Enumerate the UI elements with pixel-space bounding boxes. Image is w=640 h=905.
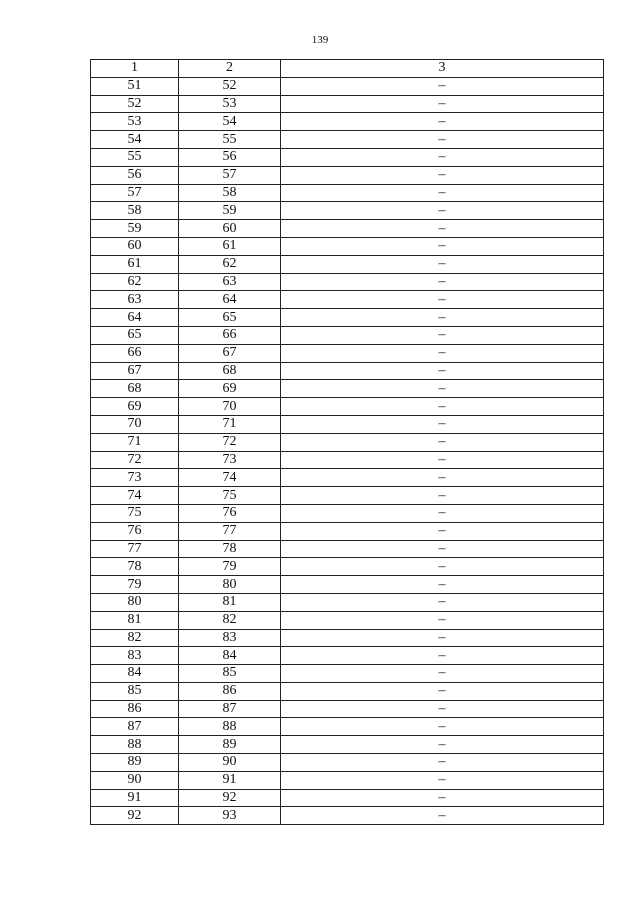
table-cell-col-2: 80 — [179, 576, 281, 594]
table-cell-col-3: – — [281, 95, 604, 113]
table-cell-col-1: 83 — [91, 647, 179, 665]
table-row — [91, 344, 604, 362]
table-cell-col-3: – — [281, 789, 604, 807]
table-cell-col-1: 51 — [91, 77, 179, 95]
table-cell-col-3: – — [281, 771, 604, 789]
table-cell-col-3: – — [281, 576, 604, 594]
table-row — [91, 754, 604, 772]
table-cell-col-1: 76 — [91, 522, 179, 540]
table-cell-col-1: 90 — [91, 771, 179, 789]
table-row — [91, 647, 604, 665]
table-row — [91, 665, 604, 683]
header-cell-3: 3 — [281, 60, 604, 78]
table-cell-col-2: 55 — [179, 131, 281, 149]
table-row — [91, 736, 604, 754]
table-row — [91, 451, 604, 469]
table-cell-col-1: 69 — [91, 398, 179, 416]
table-cell-col-1: 87 — [91, 718, 179, 736]
table-row — [91, 309, 604, 327]
table-cell-col-1: 91 — [91, 789, 179, 807]
table-cell-col-2: 92 — [179, 789, 281, 807]
table-row — [91, 237, 604, 255]
table-cell-col-2: 54 — [179, 113, 281, 131]
table-cell-col-3: – — [281, 807, 604, 825]
table-cell-col-3: – — [281, 469, 604, 487]
table-cell-col-1: 85 — [91, 682, 179, 700]
table-cell-col-3: – — [281, 237, 604, 255]
table-cell-col-1: 75 — [91, 504, 179, 522]
table-cell-col-2: 66 — [179, 326, 281, 344]
table-cell-col-1: 55 — [91, 148, 179, 166]
table-cell-col-2: 53 — [179, 95, 281, 113]
table-cell-col-3: – — [281, 220, 604, 238]
table-cell-col-1: 84 — [91, 665, 179, 683]
table-row — [91, 558, 604, 576]
table-cell-col-2: 58 — [179, 184, 281, 202]
table-cell-col-1: 68 — [91, 380, 179, 398]
table-cell-col-2: 59 — [179, 202, 281, 220]
table-row — [91, 682, 604, 700]
table-cell-col-2: 72 — [179, 433, 281, 451]
table-cell-col-3: – — [281, 700, 604, 718]
table-cell-col-3: – — [281, 291, 604, 309]
table-row — [91, 593, 604, 611]
table-cell-col-2: 82 — [179, 611, 281, 629]
table-cell-col-3: – — [281, 451, 604, 469]
table-cell-col-1: 72 — [91, 451, 179, 469]
table-cell-col-2: 64 — [179, 291, 281, 309]
table-cell-col-3: – — [281, 647, 604, 665]
table-row — [91, 184, 604, 202]
table-row — [91, 380, 604, 398]
table-cell-col-1: 67 — [91, 362, 179, 380]
table-row — [91, 629, 604, 647]
table-row — [91, 611, 604, 629]
table-row — [91, 166, 604, 184]
table-row — [91, 771, 604, 789]
table-row — [91, 700, 604, 718]
table-row — [91, 718, 604, 736]
table-cell-col-1: 63 — [91, 291, 179, 309]
table-row — [91, 362, 604, 380]
table-cell-col-3: – — [281, 558, 604, 576]
table-row — [91, 504, 604, 522]
table-cell-col-1: 73 — [91, 469, 179, 487]
table-cell-col-3: – — [281, 131, 604, 149]
table-cell-col-2: 78 — [179, 540, 281, 558]
table-cell-col-1: 80 — [91, 593, 179, 611]
table-row — [91, 95, 604, 113]
table-cell-col-2: 57 — [179, 166, 281, 184]
table-row — [91, 522, 604, 540]
table-cell-col-1: 89 — [91, 754, 179, 772]
table-cell-col-2: 76 — [179, 504, 281, 522]
table-cell-col-2: 90 — [179, 754, 281, 772]
table-row — [91, 576, 604, 594]
table-row — [91, 415, 604, 433]
table-cell-col-2: 89 — [179, 736, 281, 754]
table-cell-col-2: 56 — [179, 148, 281, 166]
table-row — [91, 77, 604, 95]
table-row — [91, 255, 604, 273]
table-cell-col-3: – — [281, 202, 604, 220]
table-row — [91, 469, 604, 487]
table-cell-col-3: – — [281, 736, 604, 754]
table-cell-col-2: 61 — [179, 237, 281, 255]
table-row — [91, 291, 604, 309]
table-cell-col-3: – — [281, 504, 604, 522]
table-cell-col-1: 54 — [91, 131, 179, 149]
table-cell-col-1: 61 — [91, 255, 179, 273]
table-cell-col-2: 81 — [179, 593, 281, 611]
table-cell-col-3: – — [281, 273, 604, 291]
table-cell-col-1: 79 — [91, 576, 179, 594]
table-body — [91, 77, 604, 824]
table-cell-col-3: – — [281, 398, 604, 416]
table-header — [91, 60, 604, 78]
table-cell-col-1: 58 — [91, 202, 179, 220]
table-cell-col-1: 59 — [91, 220, 179, 238]
table-cell-col-2: 83 — [179, 629, 281, 647]
table-cell-col-1: 74 — [91, 487, 179, 505]
table-cell-col-1: 88 — [91, 736, 179, 754]
table-cell-col-2: 85 — [179, 665, 281, 683]
table-cell-col-3: – — [281, 309, 604, 327]
table-cell-col-2: 62 — [179, 255, 281, 273]
table-cell-col-3: – — [281, 415, 604, 433]
table-cell-col-3: – — [281, 344, 604, 362]
table-cell-col-1: 70 — [91, 415, 179, 433]
table-cell-col-1: 92 — [91, 807, 179, 825]
table-cell-col-2: 73 — [179, 451, 281, 469]
table-cell-col-3: – — [281, 113, 604, 131]
table-cell-col-3: – — [281, 380, 604, 398]
table-cell-col-3: – — [281, 522, 604, 540]
table-cell-col-1: 52 — [91, 95, 179, 113]
header-cell-2: 2 — [179, 60, 281, 78]
table-cell-col-1: 81 — [91, 611, 179, 629]
table-cell-col-2: 60 — [179, 220, 281, 238]
table-cell-col-2: 87 — [179, 700, 281, 718]
table-cell-col-1: 60 — [91, 237, 179, 255]
table-cell-col-3: – — [281, 540, 604, 558]
table-cell-col-3: – — [281, 754, 604, 772]
table-row — [91, 789, 604, 807]
table-row — [91, 131, 604, 149]
table-cell-col-3: – — [281, 184, 604, 202]
table-cell-col-1: 71 — [91, 433, 179, 451]
table-cell-col-1: 86 — [91, 700, 179, 718]
table-row — [91, 202, 604, 220]
table-row — [91, 220, 604, 238]
table-cell-col-2: 93 — [179, 807, 281, 825]
table-cell-col-3: – — [281, 629, 604, 647]
table-cell-col-1: 62 — [91, 273, 179, 291]
table-cell-col-3: – — [281, 593, 604, 611]
table-cell-col-3: – — [281, 682, 604, 700]
header-row — [91, 60, 604, 78]
table-row — [91, 540, 604, 558]
table-row — [91, 326, 604, 344]
table-row — [91, 487, 604, 505]
table-cell-col-3: – — [281, 148, 604, 166]
table-cell-col-2: 65 — [179, 309, 281, 327]
table-row — [91, 398, 604, 416]
table-cell-col-2: 52 — [179, 77, 281, 95]
table-cell-col-3: – — [281, 611, 604, 629]
table-cell-col-1: 57 — [91, 184, 179, 202]
table-cell-col-3: – — [281, 326, 604, 344]
table-cell-col-2: 88 — [179, 718, 281, 736]
table-cell-col-2: 86 — [179, 682, 281, 700]
data-table — [90, 59, 604, 825]
table-cell-col-2: 67 — [179, 344, 281, 362]
table-cell-col-1: 53 — [91, 113, 179, 131]
table-row — [91, 807, 604, 825]
table-row — [91, 433, 604, 451]
table-cell-col-2: 77 — [179, 522, 281, 540]
page-number: 139 — [311, 34, 329, 46]
table-cell-col-1: 77 — [91, 540, 179, 558]
table-cell-col-3: – — [281, 77, 604, 95]
table-cell-col-3: – — [281, 665, 604, 683]
table-cell-col-1: 66 — [91, 344, 179, 362]
table-cell-col-3: – — [281, 166, 604, 184]
table-row — [91, 113, 604, 131]
table-cell-col-3: – — [281, 487, 604, 505]
table-cell-col-2: 84 — [179, 647, 281, 665]
table-cell-col-3: – — [281, 433, 604, 451]
table-cell-col-3: – — [281, 362, 604, 380]
table-cell-col-2: 68 — [179, 362, 281, 380]
table-cell-col-1: 65 — [91, 326, 179, 344]
table-cell-col-2: 71 — [179, 415, 281, 433]
table-cell-col-2: 91 — [179, 771, 281, 789]
table-cell-col-2: 69 — [179, 380, 281, 398]
table-cell-col-2: 79 — [179, 558, 281, 576]
table-cell-col-2: 70 — [179, 398, 281, 416]
table-cell-col-1: 78 — [91, 558, 179, 576]
table-cell-col-2: 74 — [179, 469, 281, 487]
table-row — [91, 273, 604, 291]
table-cell-col-2: 63 — [179, 273, 281, 291]
table-cell-col-1: 56 — [91, 166, 179, 184]
table-cell-col-3: – — [281, 718, 604, 736]
table-cell-col-1: 64 — [91, 309, 179, 327]
table-cell-col-1: 82 — [91, 629, 179, 647]
table-row — [91, 148, 604, 166]
table-cell-col-2: 75 — [179, 487, 281, 505]
header-cell-1: 1 — [91, 60, 179, 78]
table-cell-col-3: – — [281, 255, 604, 273]
